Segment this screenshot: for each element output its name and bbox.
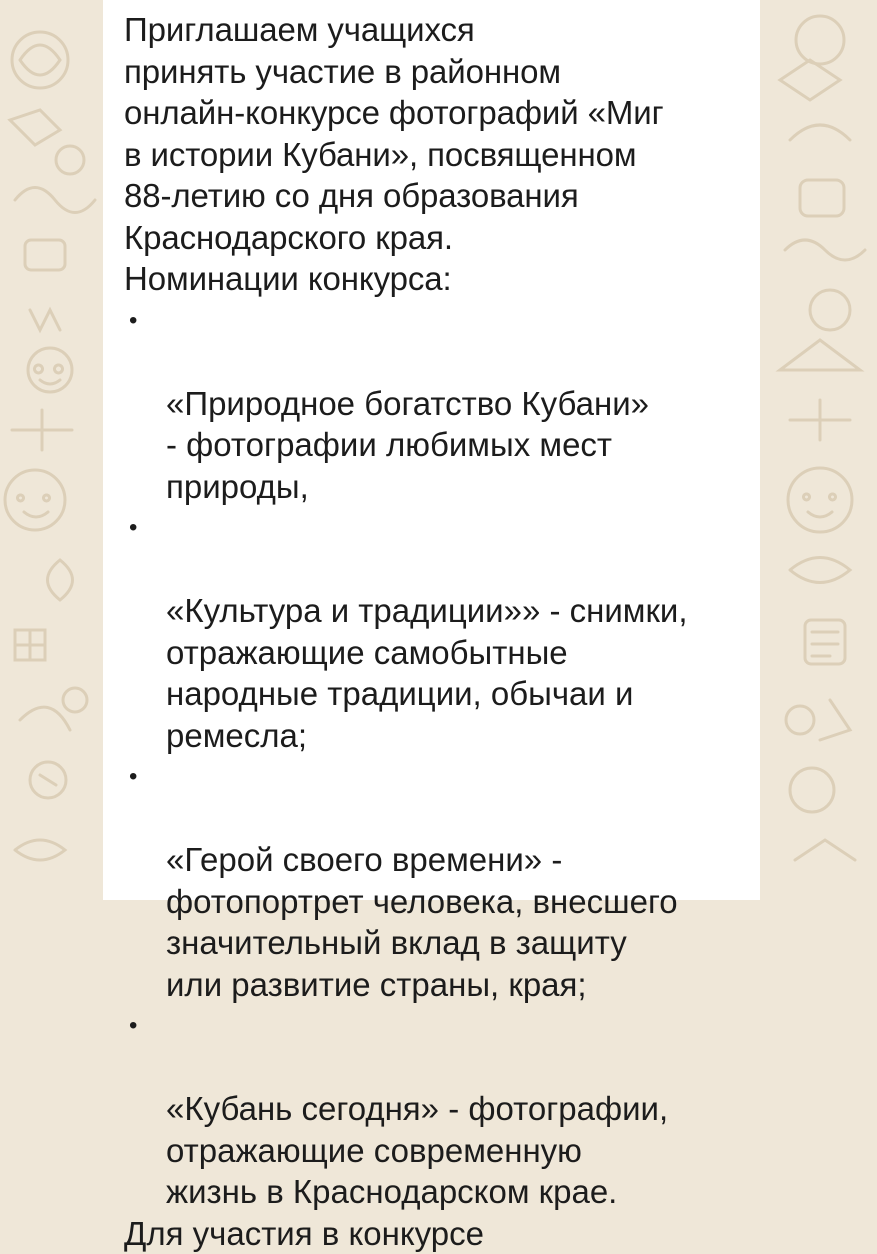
nomination-text: «Герой своего времени» - фотопортрет человека, внесшего значительный вклад в защиту или развитие страны, края; — [166, 841, 678, 1003]
nomination-text: «Культура и традиции»» - снимки, отражающие самобытные народные традиции, обычаи и ремесла; — [166, 592, 688, 754]
message-bubble — [103, 0, 760, 900]
message-continuation-text: Для участия в конкурсе — [124, 1213, 760, 1254]
nomination-item — [124, 1005, 760, 1213]
nomination-text: «Кубань сегодня» - фотографии, отражающие современную жизнь в Краснодарском крае. — [166, 1090, 668, 1210]
nomination-item — [124, 756, 760, 1005]
nomination-item — [124, 507, 760, 756]
nomination-item — [124, 300, 760, 508]
message-intro-text: Приглашаем учащихся принять участие в районном онлайн-конкурсе фотографий «Миг в истории Кубани», посвященном 88-летию со дня образования Краснодарского края. Номинации конкурса: — [124, 9, 760, 300]
bullet-icon: • — [129, 1005, 137, 1047]
bullet-icon: • — [129, 300, 137, 342]
bullet-icon: • — [129, 507, 137, 549]
nomination-text: «Природное богатство Кубани» - фотографии любимых мест природы, — [166, 385, 649, 505]
nominations-list — [124, 300, 760, 1213]
bullet-icon: • — [129, 756, 137, 798]
